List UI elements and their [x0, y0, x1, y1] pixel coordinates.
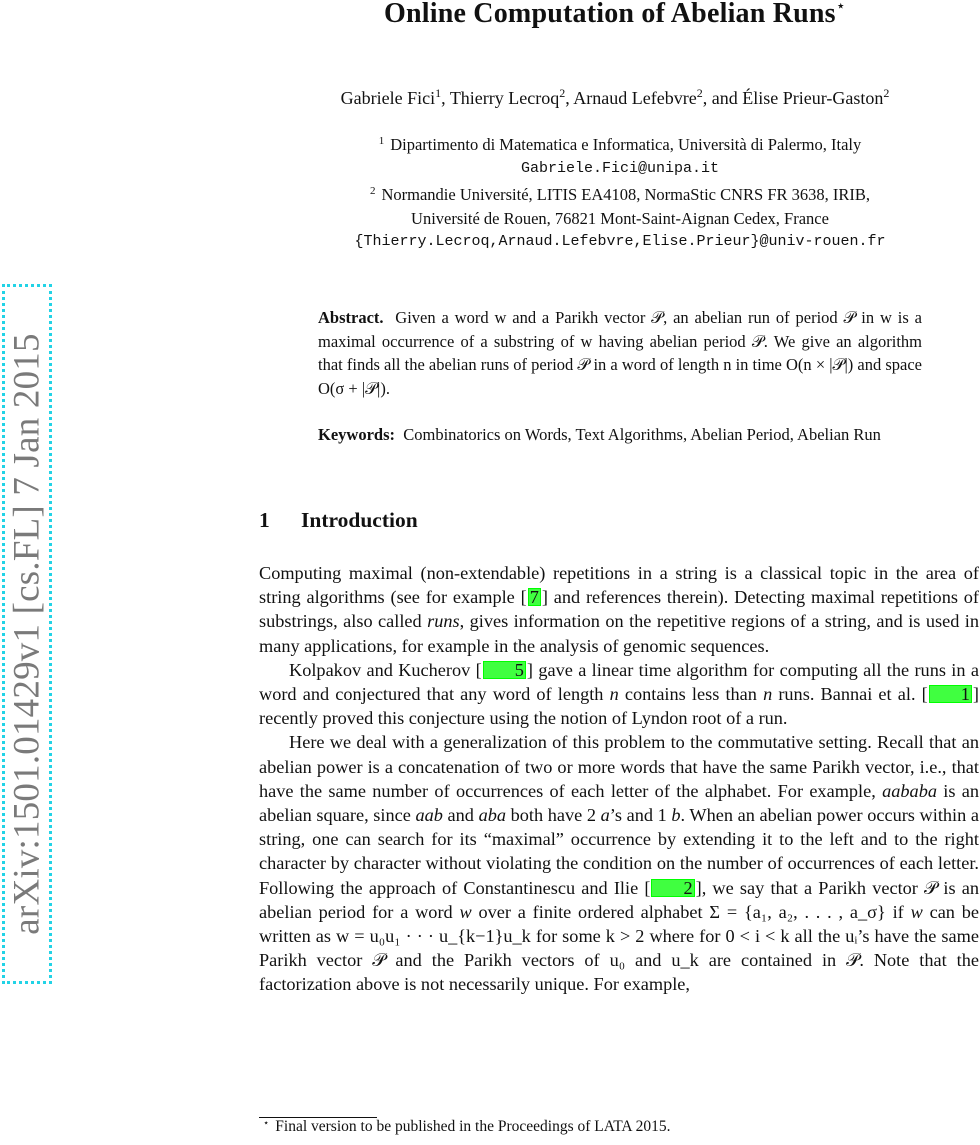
abstract-block: [318, 306, 922, 470]
paragraph-1: [259, 561, 979, 658]
affil-line: Dipartimento di Matematica e Informatica, Università di Palermo, Italy: [390, 135, 862, 154]
emphasis: b: [671, 805, 681, 826]
math-var: w: [910, 901, 923, 922]
author-separator: ,: [565, 88, 574, 108]
text-run: ’s and 1: [609, 805, 672, 826]
emphasis: aababa: [882, 780, 937, 801]
author-name: Arnaud Lefebvre: [573, 88, 697, 108]
title-text: Online Computation of Abelian Runs: [383, 0, 836, 29]
citation-link[interactable]: 7: [529, 587, 539, 608]
author-name: Gabriele Fici: [340, 88, 436, 108]
section-number: 1: [259, 508, 270, 532]
text-run: recently proved this conjecture using the notion of Lyndon root of a run.: [259, 708, 788, 729]
section-title: Introduction: [301, 508, 418, 532]
author-separator: ,: [441, 88, 450, 108]
author-separator: , and: [702, 88, 743, 108]
text-run: can be written as w = u₀u₁ · · · u_{k−1}u_k for some k > 2 where for 0 < i < k all the uᵢ’s have the same Parikh vector 𝒫 and the Parikh vectors of u₀ and u_k are contained in 𝒫. Note that the factorization above is not necessarily unique. For example,: [259, 901, 980, 995]
emphasis: a: [600, 805, 610, 826]
affil-email[interactable]: {Thierry.Lecroq,Arnaud.Lefebvre,Elise.Prieur}@univ-rouen.fr: [354, 233, 886, 250]
emphasis: aab: [415, 805, 443, 826]
paragraph-2: [259, 658, 979, 731]
author-affil-mark: 2: [696, 86, 703, 100]
author-list: [250, 86, 980, 109]
affiliation-1: [290, 130, 950, 157]
paragraph-3: [259, 730, 979, 996]
abstract-label: Abstract.: [318, 308, 384, 327]
text-run: , gives information on the repetitive regions of a string, and is used in many applications, for example in the analysis of genomic sequences.: [259, 611, 979, 656]
arxiv-stamp-box: [2, 284, 52, 984]
math-var: n: [763, 684, 773, 705]
text-run: both have 2: [505, 805, 601, 826]
author-name: Élise Prieur-Gaston: [742, 88, 884, 108]
keywords-text: Combinatorics on Words, Text Algorithms, Abelian Period, Abelian Run: [403, 425, 881, 444]
citation: [644, 878, 701, 898]
keywords-label: Keywords:: [318, 425, 395, 444]
title-footnote-mark: ⋆: [835, 0, 846, 15]
footnote-text: Final version to be published in the Proceedings of LATA 2015.: [275, 1118, 671, 1135]
text-run: Kolpakov and Kucherov: [289, 659, 476, 680]
footnote: [263, 1118, 671, 1136]
section-heading: [259, 508, 418, 533]
abstract-paragraph: [318, 306, 922, 400]
text-run: . When an abelian power occurs within a string, one can search for its “maximal” occurrence by extending it to the left and to the right character by character without violating the condition on the number of occurrences of each letter. Following the approach of Constantinescu and Ilie: [259, 805, 979, 898]
affiliations: [290, 130, 950, 254]
keywords-paragraph: [318, 423, 922, 447]
affil-mark: 2: [369, 185, 376, 197]
text-run: and: [442, 805, 479, 826]
text-run: runs. Bannai et al.: [772, 684, 922, 705]
section-body: [259, 561, 979, 997]
emphasis: runs: [427, 611, 460, 632]
text-run: contains less than: [618, 684, 764, 705]
author-affil-mark: 1: [435, 86, 442, 100]
text-run: is an abelian square, since: [259, 780, 980, 826]
text-run: and references therein). Detecting maximal repetitions of substrings, also called: [259, 587, 979, 632]
math-var: n: [609, 684, 619, 705]
affil-line: Université de Rouen, 76821 Mont-Saint-Aignan Cedex, France: [411, 208, 829, 228]
citation-link[interactable]: 2: [651, 879, 694, 897]
affil-line: Normandie Université, LITIS EA4108, NormaStic CNRS FR 3638, IRIB,: [381, 185, 871, 204]
citation-link[interactable]: 1: [929, 685, 972, 703]
text-run: Computing maximal (non-extendable) repetitions in a string is a classical topic in the area of string algorithms (see for example: [259, 563, 979, 608]
text-run: Here we deal with a generalization of this problem to the commutative setting. Recall that an abelian power is a concatenation of two or more words that have the same Parikh vector, i.e., that have the same number of occurrences of each letter of the alphabet. For example,: [259, 732, 979, 801]
citation: [922, 684, 979, 704]
citation: [521, 587, 548, 607]
abstract-text: Given a word w and a Parikh vector 𝒫, an abelian run of period 𝒫 in w is a maximal occurrence of a substring of w having abelian period 𝒫. We give an algorithm that finds all the abelian runs of period 𝒫 in a word of length n in time O(n × |𝒫|) and space O(σ + |𝒫|).: [318, 308, 923, 398]
author-affil-mark: 2: [559, 86, 566, 100]
author-name: Thierry Lecroq: [449, 88, 560, 108]
text-run: over a finite ordered alphabet Σ = {a₁, a₂, . . . , a_σ} if: [471, 901, 911, 922]
affil-mark: 1: [378, 135, 385, 147]
citation-link[interactable]: 5: [483, 661, 526, 679]
text-run: gave a linear time algorithm for computing all the runs in a word and conjectured that any word of length: [259, 659, 979, 705]
author-affil-mark: 2: [883, 86, 890, 100]
citation: [476, 660, 533, 680]
arxiv-identifier[interactable]: arXiv:1501.01429v1 [cs.FL] 7 Jan 2015: [6, 333, 48, 935]
affiliation-2: [290, 180, 950, 207]
math-var: w: [459, 901, 472, 922]
paper-title: [250, 0, 980, 30]
footnote-mark: ⋆: [263, 1118, 270, 1129]
emphasis: aba: [478, 805, 506, 826]
affil-email[interactable]: Gabriele.Fici@unipa.it: [520, 159, 720, 177]
text-run: , we say that a Parikh vector 𝒫 is an abelian period for a word: [259, 877, 979, 922]
